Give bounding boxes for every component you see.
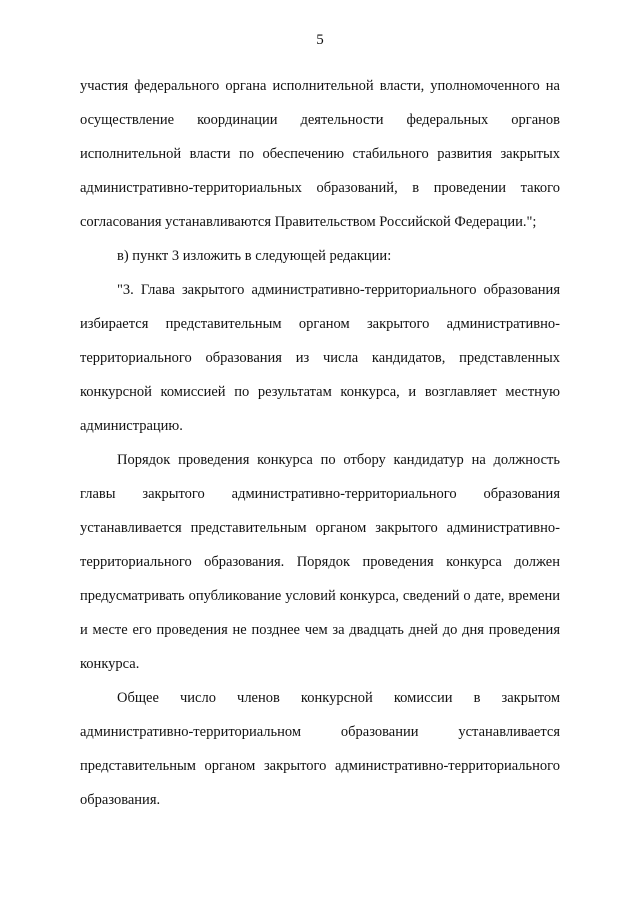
paragraph-subitem-v: в) пункт 3 изложить в следующей редакции:: [117, 248, 392, 264]
paragraph-point-3: "3. Глава закрытого административно-территориального образования избирается представительным органом закрытого административно-территориального образования из числа кандидатов, представленных конкурсной комиссией по результатам конкурса, и возглавляет местную администрацию.: [80, 282, 560, 434]
paragraph-continuation: участия федерального органа исполнительной власти, уполномоченного на осуществление координации деятельности федеральных органов исполнительной власти по обеспечению стабильного развития закрытых административно-территориальных образований, в проведении такого согласования устанавливаются Правительством Российской Федерации.";: [80, 78, 560, 230]
page-number: 5: [316, 32, 324, 48]
paragraph-commission-members: Общее число членов конкурсной комиссии в закрытом административно-территориальном образовании устанавливается представительным органом закрытого административно-территориального образования.: [80, 690, 560, 808]
document-body: [80, 69, 560, 817]
paragraph-contest-procedure: Порядок проведения конкурса по отбору кандидатур на должность главы закрытого административно-территориального образования устанавливается представительным органом закрытого административно-территориального образования. Порядок проведения конкурса должен предусматривать опубликование условий конкурса, сведений о дате, времени и месте его проведения не позднее чем за двадцать дней до дня проведения конкурса.: [80, 452, 560, 672]
